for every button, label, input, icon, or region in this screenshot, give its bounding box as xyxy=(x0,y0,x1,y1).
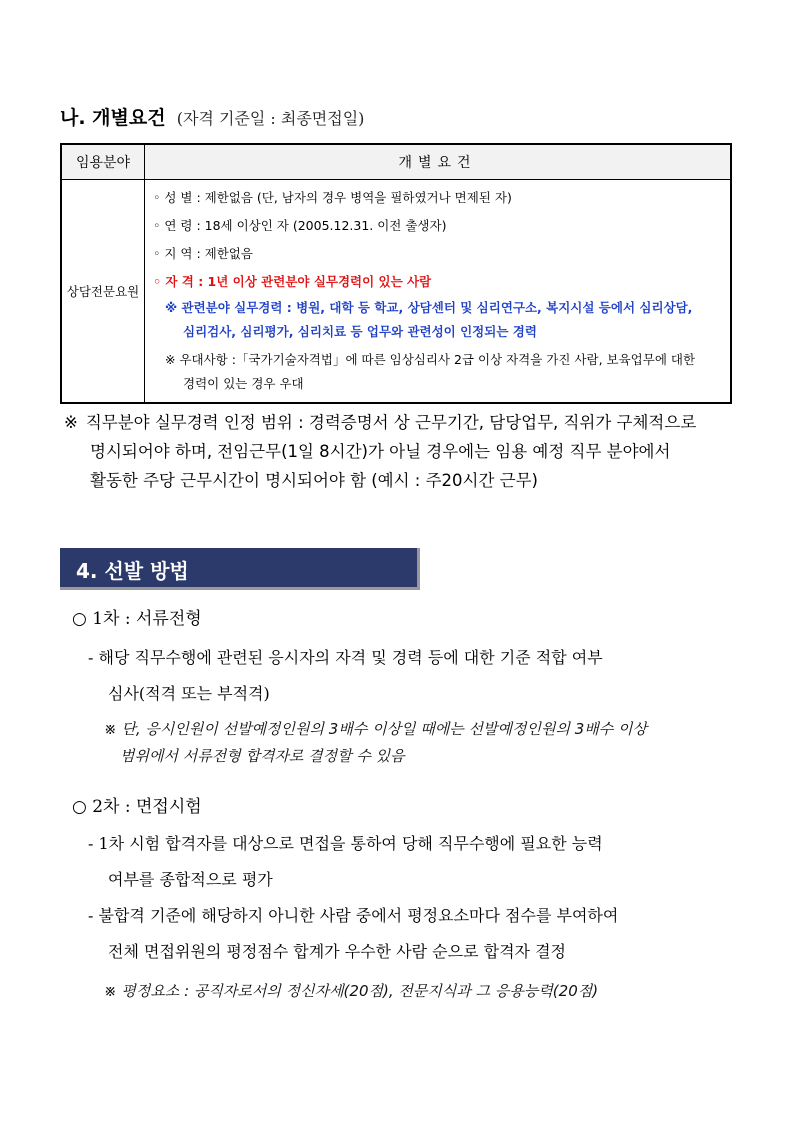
table-row xyxy=(61,180,731,404)
note-preference xyxy=(153,348,724,396)
section-subtitle: (자격 기준일 : 최종면접일) xyxy=(176,109,365,128)
header-requirements: 개별요건 xyxy=(145,144,732,180)
section4-title: 4. 선발 방법 xyxy=(76,559,189,583)
requirements-cell xyxy=(145,180,732,404)
req-gender: ◦ 성 별 : 제한없음 (단, 남자의 경우 병역을 필하였거나 면제된 자) xyxy=(153,190,512,205)
req-region: ◦ 지 역 : 제한없음 xyxy=(153,246,253,261)
stage1-item xyxy=(88,640,736,712)
note-mark: ※ xyxy=(64,413,78,432)
stage2-item1-line1: - 1차 시험 합격자를 대상으로 면접을 통하여 당해 직무수행에 필요한 능력 xyxy=(88,834,603,853)
experience-scope-note xyxy=(64,408,732,495)
note-line3: 활동한 주당 근무시간이 명시되어야 함 (예시 : 주20시간 근무) xyxy=(90,471,538,490)
note-experience-line1: ※ 관련분야 실무경력 : 병원, 대학 등 학교, 상담센터 및 심리연구소, 복지시설 등에서 심리상담, xyxy=(165,300,693,315)
stage2-item2-line2: 전체 면접위원의 평정점수 합계가 우수한 사람 순으로 합격자 결정 xyxy=(108,942,567,961)
table-header-row xyxy=(61,144,731,180)
stage2-item1-line2: 여부를 종합적으로 평가 xyxy=(108,870,273,889)
section-heading-individual-requirements xyxy=(60,103,364,130)
stage1-note-line2: 범위에서 서류전형 합격자로 결정할 수 있음 xyxy=(120,747,405,765)
section4-heading-box xyxy=(60,548,420,590)
note-line2: 명시되어야 하며, 전임근무(1일 8시간)가 아닐 경우에는 임용 예정 직무 분야에서 xyxy=(90,442,671,461)
stage1-heading: ○ 1차 : 서류전형 xyxy=(72,609,202,629)
note-line1: 직무분야 실무경력 인정 범위 : 경력증명서 상 근무기간, 담당업무, 직위가 구체적으로 xyxy=(85,413,697,432)
section-title: 나. 개별요건 xyxy=(60,107,166,129)
stage2-item2-line1: - 불합격 기준에 해당하지 아니한 사람 중에서 평정요소마다 점수를 부여하여 xyxy=(88,906,619,925)
note-preference-line1: ※ 우대사항 :「국가기술자격법」에 따른 임상심리사 2급 이상 자격을 가진 사람, 보육업무에 대한 xyxy=(165,352,696,367)
stage1-item-line2: 심사(적격 또는 부적격) xyxy=(108,684,270,703)
note-experience xyxy=(153,296,724,344)
stage2-item2 xyxy=(88,898,736,970)
req-age: ◦ 연 령 : 18세 이상인 자 (2005.12.31. 이전 출생자) xyxy=(153,218,447,233)
field-cell: 상담전문요원 xyxy=(61,180,145,404)
stage1-note-line1: ※ 단, 응시인원이 선발예정인원의 3배수 이상일 때에는 선발예정인원의 3배수 이상 xyxy=(104,720,648,738)
stage2-heading: ○ 2차 : 면접시험 xyxy=(72,797,202,817)
stage2-note: ※ 평정요소 : 공직자로서의 정신자세(20점), 전문지식과 그 응용능력(20점) xyxy=(104,982,599,1000)
req-qualification: ◦ 자 격 : 1년 이상 관련분야 실무경력이 있는 사람 xyxy=(153,274,432,289)
stage2-item1 xyxy=(88,826,736,898)
note-experience-line2: 심리검사, 심리평가, 심리치료 등 업무와 관련성이 인정되는 경력 xyxy=(183,324,537,339)
stage1-item-line1: - 해당 직무수행에 관련된 응시자의 자격 및 경력 등에 대한 기준 적합 여부 xyxy=(88,648,603,667)
note-preference-line2: 경력이 있는 경우 우대 xyxy=(183,376,304,391)
stage1-note xyxy=(104,716,647,770)
requirements-table xyxy=(60,143,732,404)
header-field: 임용분야 xyxy=(61,144,145,180)
